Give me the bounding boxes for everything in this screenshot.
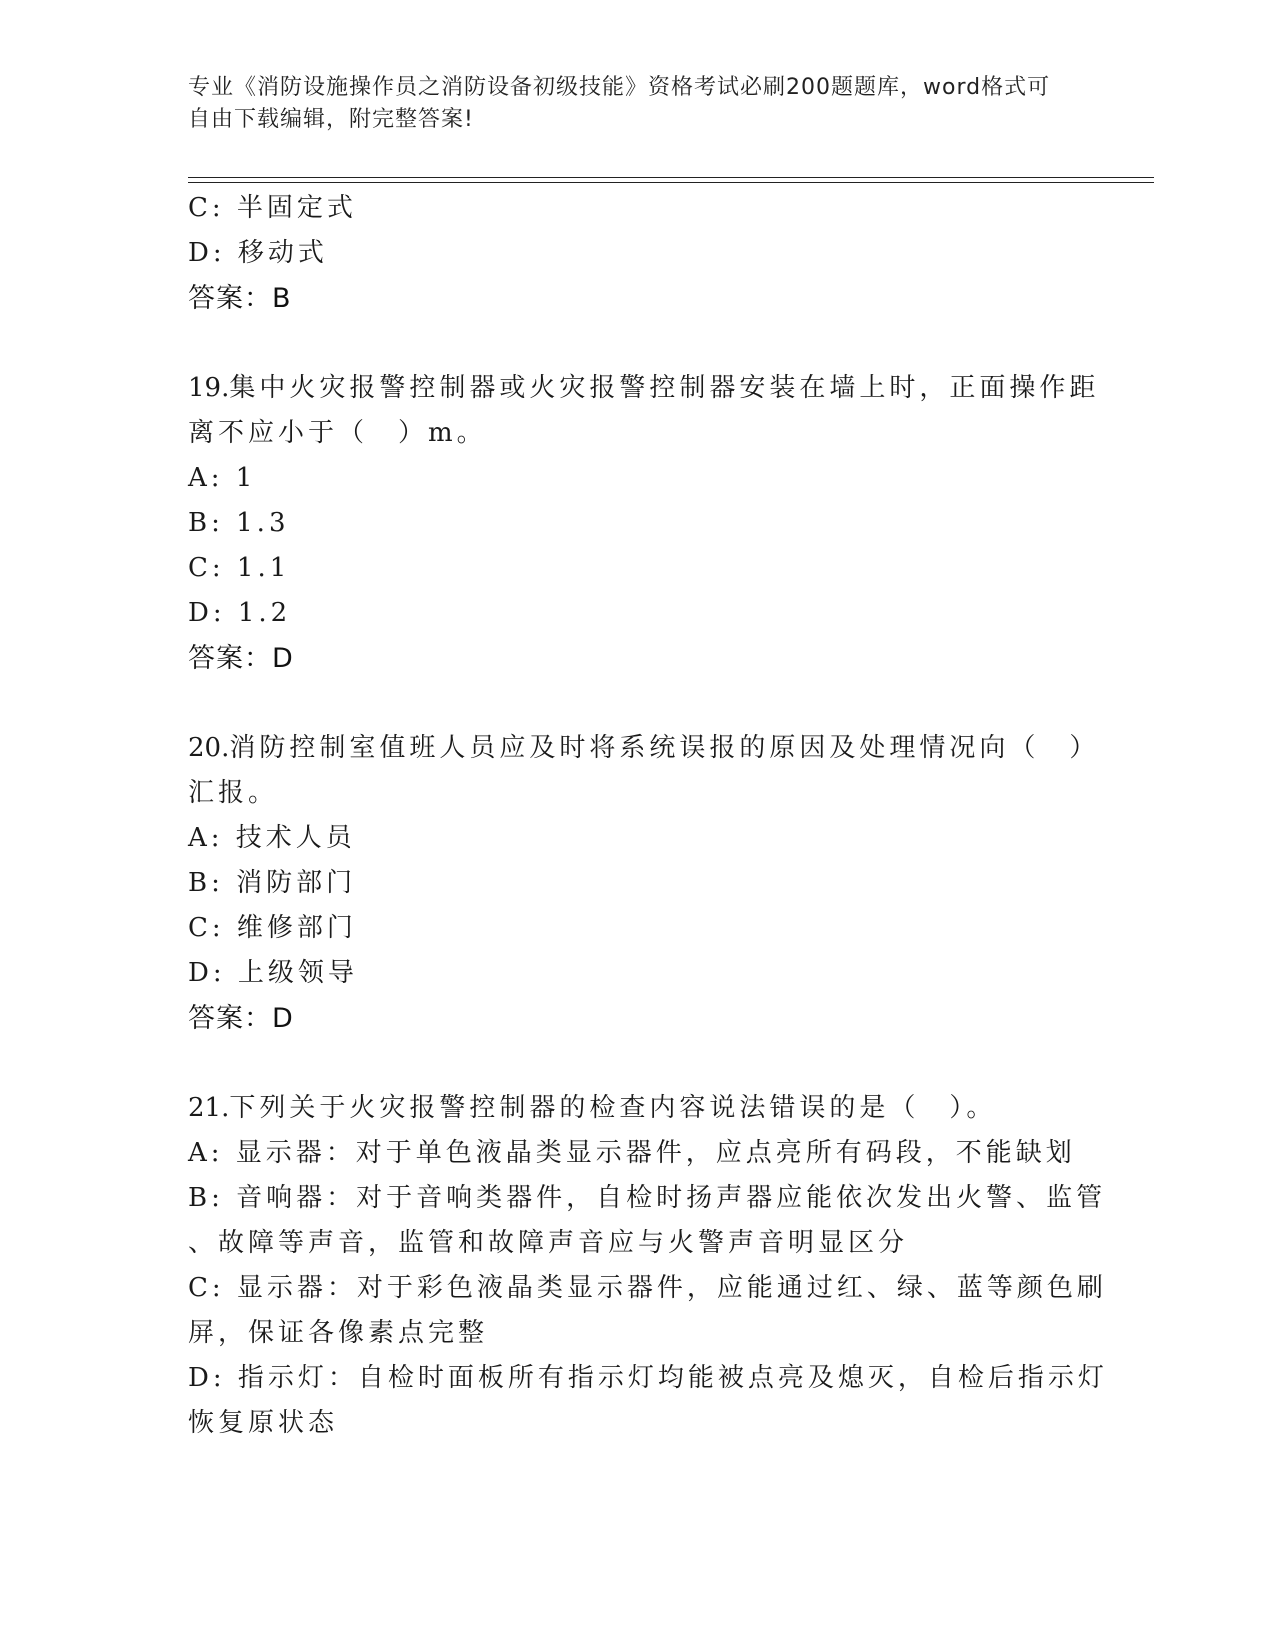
question-stem-line: 下列关于火灾报警控制器的检查内容说法错误的是（ ）。	[229, 1093, 997, 1123]
question-stem-line: 离不应小于（ ）m。	[188, 418, 487, 448]
question-stem-line: 消防控制室值班人员应及时将系统误报的原因及处理情况向（ ）	[229, 733, 1100, 763]
option-c: C: 半固定式	[188, 193, 357, 223]
question-21	[188, 1086, 1108, 1446]
answer-line: 答案：D	[188, 643, 294, 674]
option-d: D: 1.2	[188, 598, 292, 628]
answer-line: 答案：B	[188, 283, 292, 314]
question-stem-line: 集中火灾报警控制器或火灾报警控制器安装在墙上时，正面操作距	[229, 373, 1100, 403]
question-content	[188, 186, 1108, 1446]
question-stem-line: 汇报。	[188, 778, 279, 808]
question-number: 21.	[188, 1093, 230, 1123]
option-b: B: 音响器：对于音响类器件，自检时扬声器应能依次发出火警、监管	[188, 1183, 1107, 1213]
option-d: D: 指示灯：自检时面板所有指示灯均能被点亮及熄灭，自检后指示灯	[188, 1363, 1108, 1393]
option-c: C: 1.1	[188, 553, 291, 583]
option-a: A: 技术人员	[188, 823, 356, 853]
question-19	[188, 366, 1100, 681]
option-a: A: 显示器：对于单色液晶类显示器件，应点亮所有码段，不能缺划	[188, 1138, 1076, 1168]
question-stem	[188, 726, 1100, 771]
option-a: A: 1	[188, 463, 257, 493]
option-c-continued: 屏，保证各像素点完整	[188, 1318, 489, 1348]
question-number: 19.	[188, 373, 230, 403]
option-b-continued: 、故障等声音，监管和故障声音应与火警声音明显区分	[188, 1228, 909, 1258]
page-header: 专业《消防设施操作员之消防设备初级技能》资格考试必刷200题题库，word格式可自由下载编辑，附完整答案!	[188, 75, 1051, 132]
question-number: 20.	[188, 733, 230, 763]
question-20	[188, 726, 1100, 1041]
option-c: C: 维修部门	[188, 913, 357, 943]
header-divider-top	[188, 177, 1154, 178]
option-d-continued: 恢复原状态	[188, 1408, 339, 1438]
option-d: D: 上级领导	[188, 958, 358, 988]
answer-line: 答案：D	[188, 1003, 294, 1034]
question-stem	[188, 1086, 1088, 1131]
option-c: C: 显示器：对于彩色液晶类显示器件，应能通过红、绿、蓝等颜色刷	[188, 1273, 1107, 1303]
question-stem	[188, 366, 1100, 411]
option-d: D: 移动式	[188, 238, 328, 268]
option-b: B: 消防部门	[188, 868, 357, 898]
header-divider-bottom	[188, 182, 1154, 183]
option-b: B: 1.3	[188, 508, 290, 538]
